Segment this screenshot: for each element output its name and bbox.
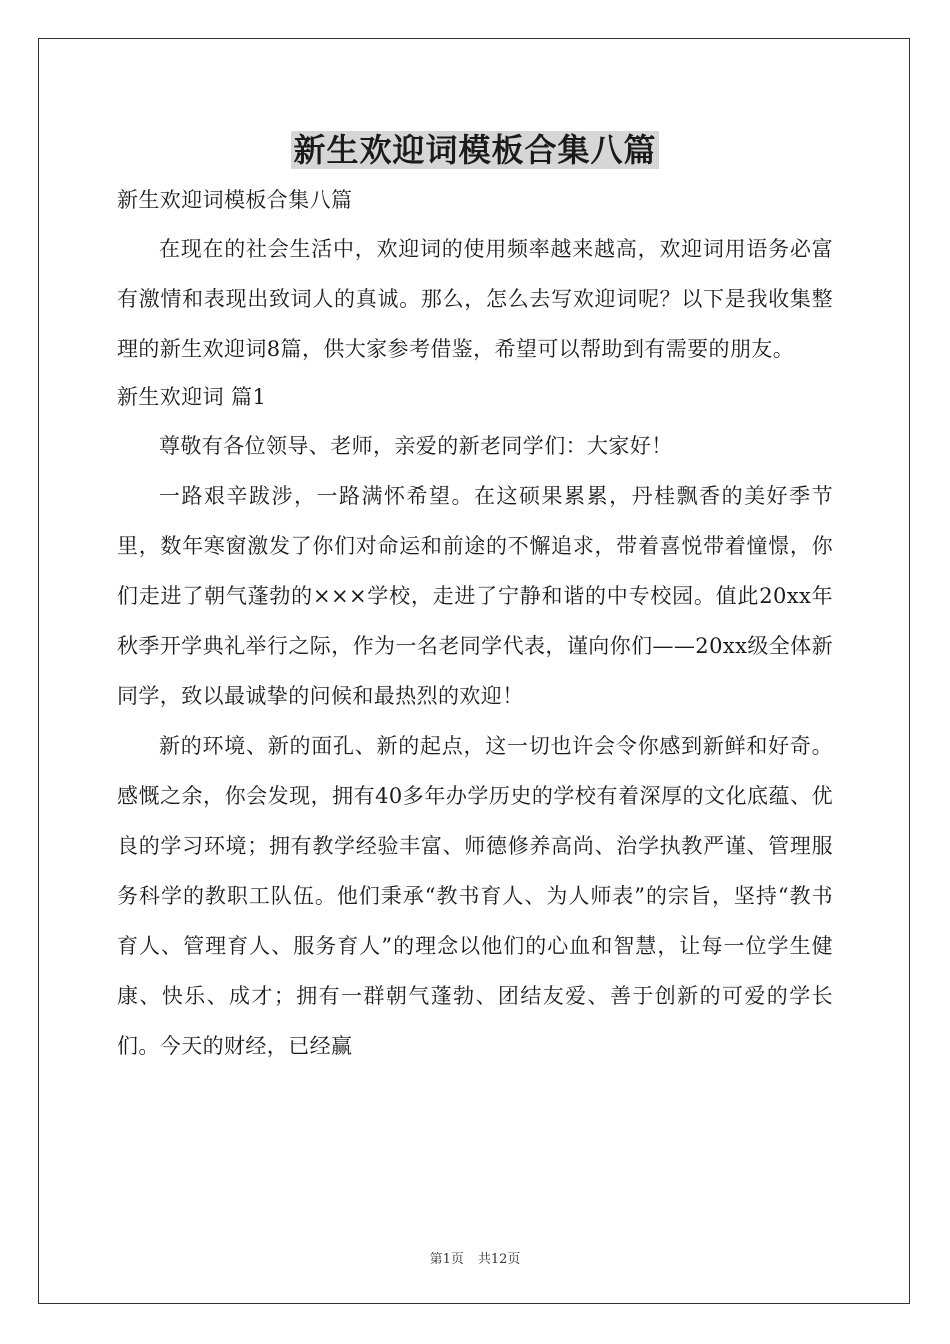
page-total: 共12页 bbox=[477, 1252, 521, 1267]
section-heading: 新生欢迎词 篇1 bbox=[117, 385, 267, 409]
intro-paragraph: 在现在的社会生活中，欢迎词的使用频率越来越高，欢迎词用语务必富有激情和表现出致词人的真诚。那么，怎么去写欢迎词呢？以下是我收集整理的新生欢迎词8篇，供大家参考借鉴，希望可以帮助到有需要的朋友。 bbox=[117, 237, 833, 361]
document-body bbox=[117, 177, 833, 1071]
page-footer bbox=[0, 1248, 950, 1267]
body-paragraph-1: 一路艰辛跋涉，一路满怀希望。在这硕果累累，丹桂飘香的美好季节里，数年寒窗激发了你们对命运和前途的不懈追求，带着喜悦带着憧憬，你们走进了朝气蓬勃的×××学校，走进了宁静和谐的中专校园。值此20xx年秋季开学典礼举行之际，作为一名老同学代表，谨向你们——20xx级全体新同学，致以最诚挚的问候和最热烈的欢迎！ bbox=[117, 484, 833, 708]
body-paragraph-2: 新的环境、新的面孔、新的起点，这一切也许会令你感到新鲜和好奇。感慨之余，你会发现，拥有40多年办学历史的学校有着深厚的文化底蕴、优良的学习环境；拥有教学经验丰富、师德修养高尚、治学执教严谨、管理服务科学的教职工队伍。他们秉承“教书育人、为人师表”的宗旨，坚持“教书育人、管理育人、服务育人”的理念以他们的心血和智慧，让每一位学生健康、快乐、成才；拥有一群朝气蓬勃、团结友爱、善于创新的可爱的学长们。今天的财经，已经赢 bbox=[117, 734, 833, 1058]
greeting-paragraph: 尊敬有各位领导、老师，亲爱的新老同学们：大家好！ bbox=[159, 434, 673, 458]
page-number: 第1页 bbox=[429, 1252, 464, 1267]
document-title bbox=[0, 128, 950, 172]
document-subtitle: 新生欢迎词模板合集八篇 bbox=[117, 188, 353, 212]
document-title-text: 新生欢迎词模板合集八篇 bbox=[293, 131, 657, 169]
